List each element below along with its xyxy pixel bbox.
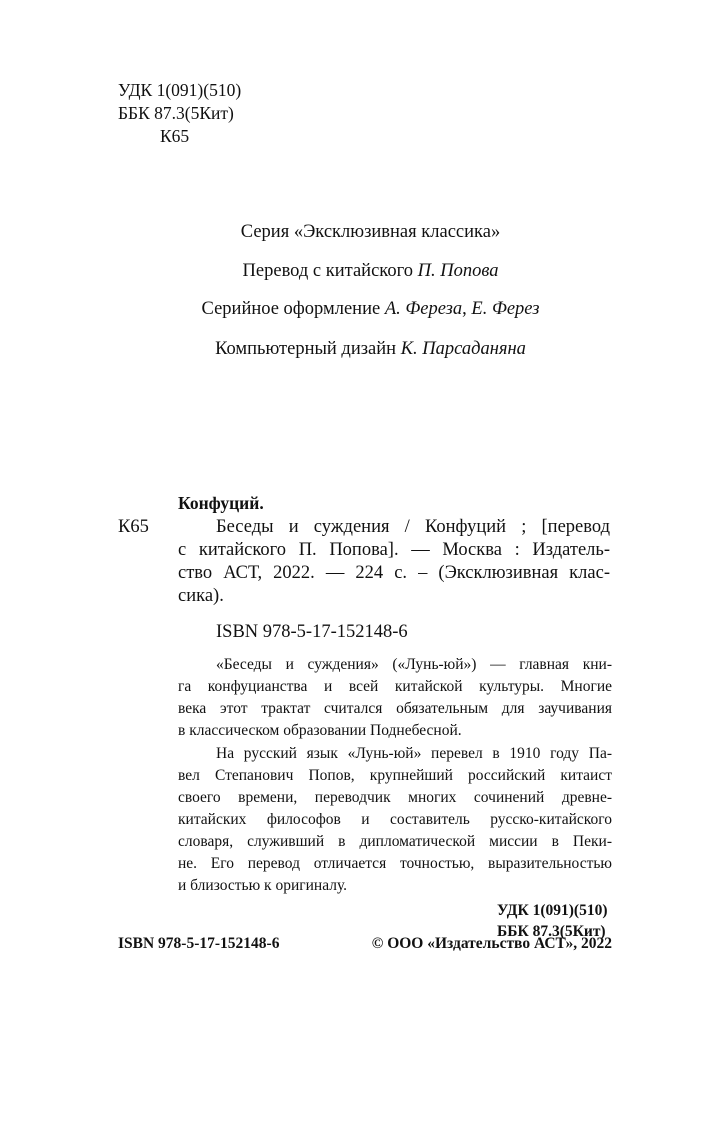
credit-label: Компьютерный дизайн (215, 339, 401, 359)
catalog-bbk: ББК 87.3(5Кит) (497, 923, 606, 940)
udk-code: УДК 1(091)(510) (118, 80, 242, 100)
annotation-line: га конфуцианства и всей китайской культуры. Многие (178, 678, 612, 695)
credit-separator: , (462, 299, 472, 319)
annotation-line: На русский язык «Лунь-юй» перевел в 1910 году Па- (216, 745, 612, 762)
computer-design-credit (0, 340, 709, 359)
credit-label: Серийное оформление (201, 299, 385, 319)
credit-name: П. Попова (417, 261, 499, 281)
catalog-udk: УДК 1(091)(510) (497, 902, 608, 919)
annotation-line: и близостью к оригиналу. (178, 877, 348, 894)
annotation-line: своего времени, переводчик многих сочинений древне- (178, 789, 612, 806)
annotation-line: «Беседы и суждения» («Лунь-юй») — главная кни- (216, 656, 612, 673)
copyright: © ООО «Издательство АСТ», 2022 (371, 935, 612, 952)
annotation-line: не. Его перевод отличается точностью, выразительностью (178, 855, 612, 872)
catalog-author: Конфуций. (178, 493, 264, 513)
author-mark: К65 (160, 126, 190, 146)
bbk-code: ББК 87.3(5Кит) (118, 103, 234, 123)
annotation-line: в классическом образовании Поднебесной. (178, 722, 462, 739)
translation-credit (0, 262, 709, 281)
credit-label: Серия «Эксклюзивная классика» (240, 222, 501, 242)
description-line: Беседы и суждения / Конфуций ; [перевод (216, 517, 610, 537)
catalog-mark: К65 (118, 517, 149, 537)
catalog-isbn: ISBN 978-5-17-152148-6 (216, 622, 408, 642)
description-line: ство АСТ, 2022. — 224 с. – (Эксклюзивная клас- (178, 563, 610, 583)
annotation-line: словаря, служивший в дипломатической миссии в Пеки- (178, 833, 612, 850)
design-credit (0, 300, 709, 319)
footer-isbn: ISBN 978-5-17-152148-6 (118, 935, 280, 952)
series-credit (0, 223, 709, 242)
annotation-line: китайских философов и составитель русско-китайского (178, 811, 612, 828)
description-line: сика). (178, 586, 224, 606)
credit-name: Е. Ферез (471, 299, 540, 319)
annotation-line: века этот трактат считался обязательным для заучивания (178, 700, 612, 717)
credit-label: Перевод с китайского (242, 261, 418, 281)
credit-name: К. Парсаданяна (400, 339, 526, 359)
annotation-line: вел Степанович Попов, крупнейший российский китаист (178, 767, 612, 784)
credit-name: А. Фереза (384, 299, 463, 319)
description-line: с китайского П. Попова]. — Москва : Издатель- (178, 540, 610, 560)
